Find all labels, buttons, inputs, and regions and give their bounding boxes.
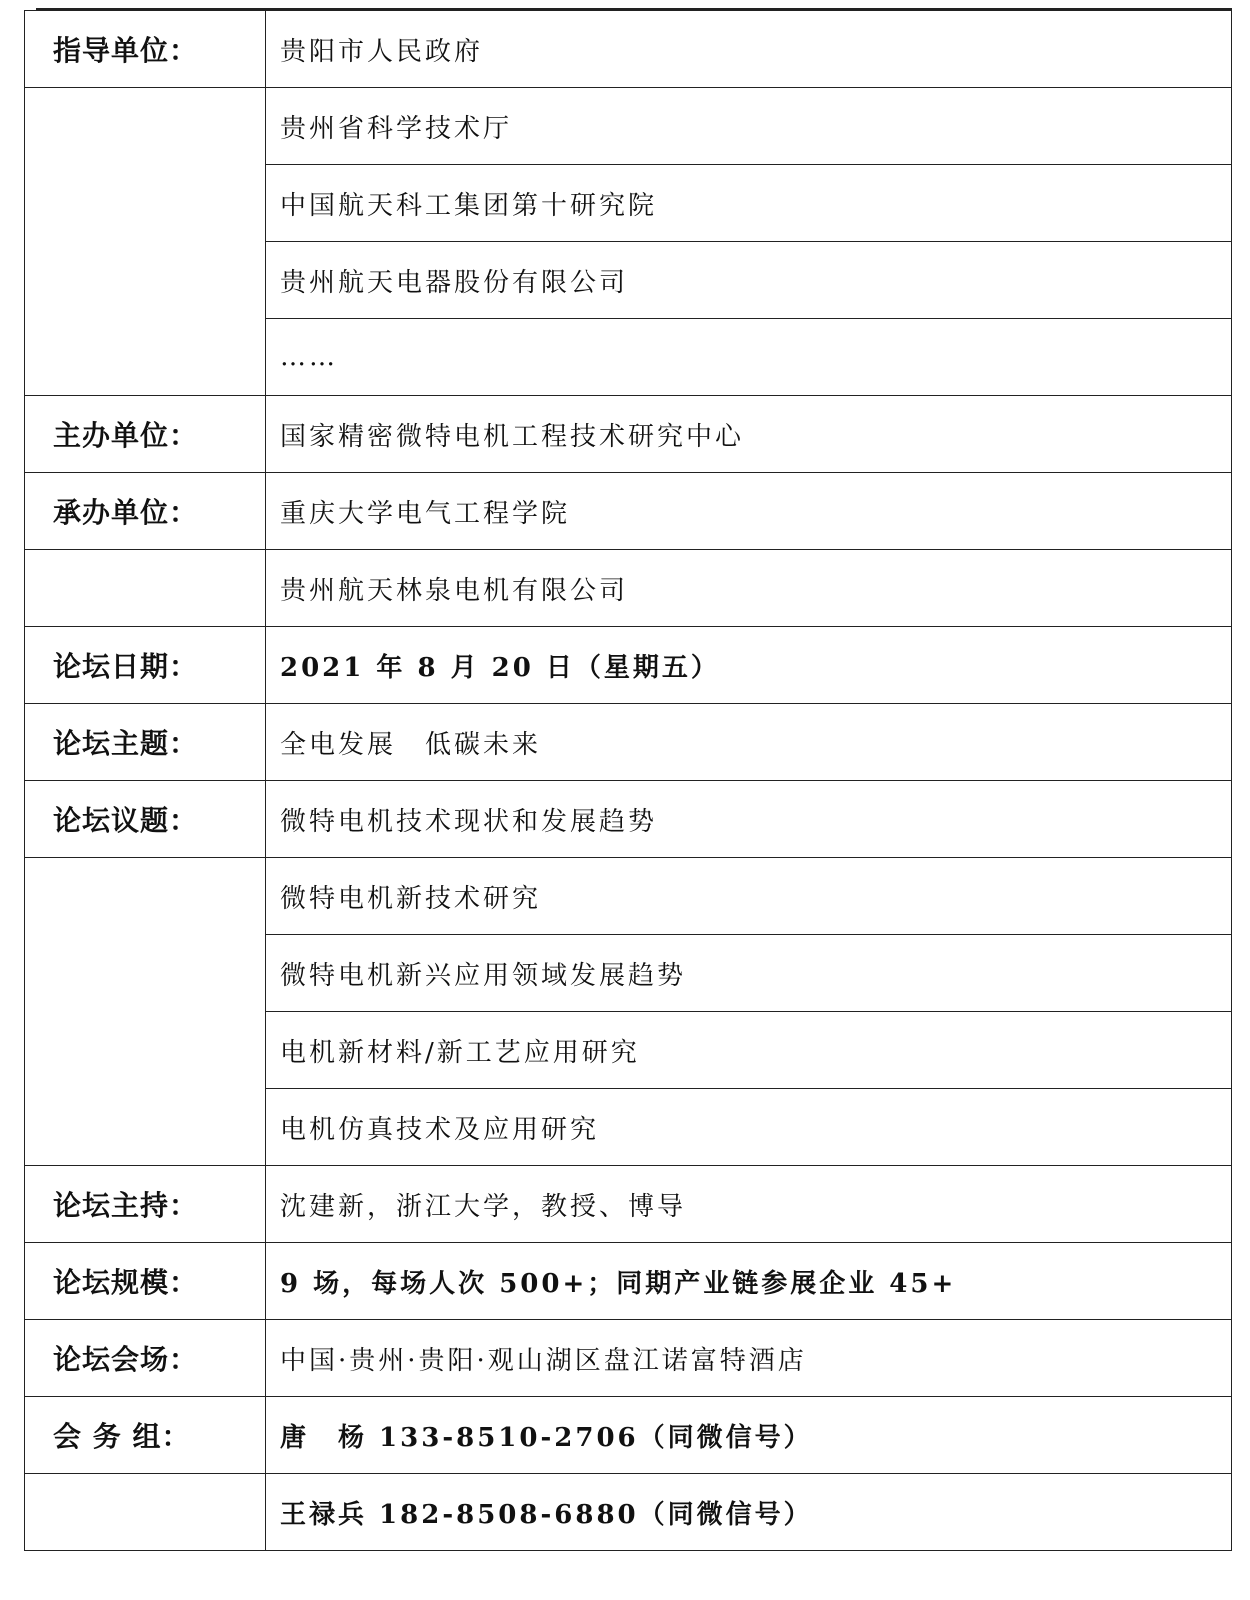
row-value: 贵州航天电器股份有限公司 (266, 242, 1232, 319)
row-label: 论坛日期： (25, 627, 266, 704)
row-value: 电机仿真技术及应用研究 (266, 1089, 1232, 1166)
row-value: 重庆大学电气工程学院 (266, 473, 1232, 550)
row-value: 微特电机新技术研究 (266, 858, 1232, 935)
row-value: 贵州省科学技术厅 (266, 88, 1232, 165)
row-label: 论坛规模： (25, 1243, 266, 1320)
row-value: 王禄兵 182-8508-6880（同微信号） (266, 1474, 1232, 1551)
row-value: 唐 杨 133-8510-2706（同微信号） (266, 1397, 1232, 1474)
row-value: 微特电机技术现状和发展趋势 (266, 781, 1232, 858)
row-value: 中国航天科工集团第十研究院 (266, 165, 1232, 242)
row-label: 论坛议题： (25, 781, 266, 858)
row-label: 论坛主持： (25, 1166, 266, 1243)
table-row (25, 1243, 1232, 1320)
row-value: 2021 年 8 月 20 日（星期五） (266, 627, 1232, 704)
table-row (25, 1166, 1232, 1243)
row-value: 国家精密微特电机工程技术研究中心 (266, 396, 1232, 473)
row-label: 论坛会场： (25, 1320, 266, 1397)
row-label-empty (25, 88, 266, 396)
row-value: 中国·贵州·贵阳·观山湖区盘江诺富特酒店 (266, 1320, 1232, 1397)
row-value: 9 场，每场人次 500+；同期产业链参展企业 45+ (266, 1243, 1232, 1320)
table-row (25, 396, 1232, 473)
row-value: 贵州航天林泉电机有限公司 (266, 550, 1232, 627)
row-value: 微特电机新兴应用领域发展趋势 (266, 935, 1232, 1012)
table-row (25, 627, 1232, 704)
forum-info-table (24, 10, 1232, 1551)
row-value: …… (266, 319, 1232, 396)
table-row (25, 1474, 1232, 1551)
table-row (25, 781, 1232, 858)
table-row (25, 1397, 1232, 1474)
row-label: 主办单位： (25, 396, 266, 473)
row-label-empty (25, 858, 266, 1166)
table-row (25, 1320, 1232, 1397)
row-label: 指导单位： (25, 11, 266, 88)
table-row (25, 473, 1232, 550)
row-label-empty (25, 1474, 266, 1551)
table-row (25, 88, 1232, 165)
row-label: 承办单位： (25, 473, 266, 550)
row-value: 贵阳市人民政府 (266, 11, 1232, 88)
row-value: 电机新材料/新工艺应用研究 (266, 1012, 1232, 1089)
table-row (25, 550, 1232, 627)
row-value: 沈建新，浙江大学，教授、博导 (266, 1166, 1232, 1243)
table-row (25, 858, 1232, 935)
row-value: 全电发展 低碳未来 (266, 704, 1232, 781)
row-label-empty (25, 550, 266, 627)
row-label: 会 务 组： (25, 1397, 266, 1474)
table-row (25, 704, 1232, 781)
table-row (25, 11, 1232, 88)
row-label: 论坛主题： (25, 704, 266, 781)
